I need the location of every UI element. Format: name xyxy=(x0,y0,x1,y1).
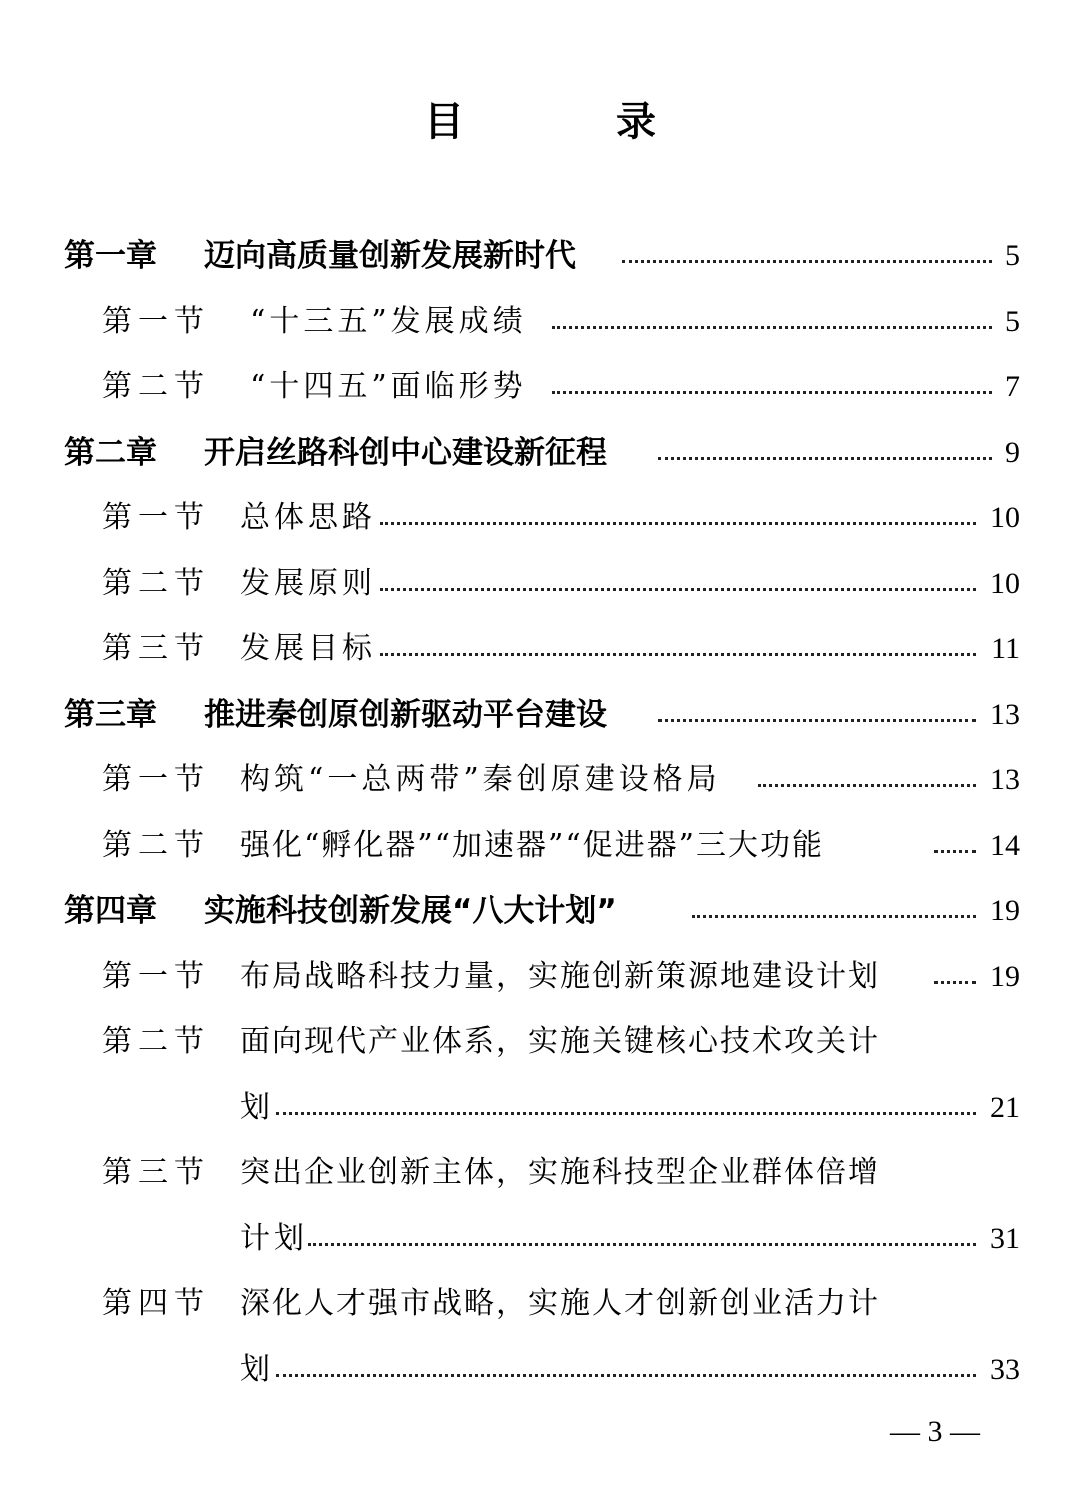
section-label: 第一节 xyxy=(102,762,210,797)
section-title: 布局战略科技力量，实施创新策源地建设计划 xyxy=(240,959,880,994)
dot-leader xyxy=(692,915,976,918)
page-title: 目 录 xyxy=(424,99,712,145)
toc-section-continuation[interactable] xyxy=(0,1340,1080,1406)
dot-leader xyxy=(276,1374,976,1377)
page-ref: 10 xyxy=(990,501,1020,534)
section-title: “十四五”面临形势 xyxy=(250,369,527,404)
section-title: 总体思路 xyxy=(240,500,376,535)
page-ref: 19 xyxy=(990,960,1020,993)
section-label: 第二节 xyxy=(102,369,210,404)
section-title-continuation: 计划 xyxy=(240,1221,308,1256)
section-label: 第一节 xyxy=(102,959,210,994)
toc-section[interactable] xyxy=(0,1274,1080,1340)
page-ref: 31 xyxy=(990,1222,1020,1255)
toc-section[interactable] xyxy=(0,619,1080,685)
section-title: 发展原则 xyxy=(240,566,376,601)
toc-section-continuation[interactable] xyxy=(0,1078,1080,1144)
section-label: 第一节 xyxy=(102,304,210,339)
section-label: 第三节 xyxy=(102,1155,210,1190)
section-title-continuation: 划 xyxy=(240,1352,274,1387)
page-ref: 11 xyxy=(991,632,1020,665)
chapter-label: 第四章 xyxy=(64,893,157,929)
section-title-continuation: 划 xyxy=(240,1090,274,1125)
page-number: — 3 — xyxy=(890,1415,980,1448)
dot-leader xyxy=(758,784,976,787)
dot-leader xyxy=(552,326,992,329)
section-title: 强化“孵化器”“加速器”“促进器”三大功能 xyxy=(240,828,825,863)
section-label: 第二节 xyxy=(102,1024,210,1059)
chapter-label: 第一章 xyxy=(64,238,157,274)
toc-section[interactable] xyxy=(0,488,1080,554)
page-ref: 33 xyxy=(990,1353,1020,1386)
toc-section[interactable] xyxy=(0,292,1080,358)
dot-leader xyxy=(380,653,976,656)
chapter-title: 实施科技创新发展“八大计划” xyxy=(204,893,617,929)
toc-section[interactable] xyxy=(0,750,1080,816)
dot-leader xyxy=(934,850,976,853)
chapter-title: 推进秦创原创新驱动平台建设 xyxy=(204,697,607,733)
dot-leader xyxy=(276,1112,976,1115)
toc-chapter-2[interactable] xyxy=(0,423,1080,489)
toc-chapter-4[interactable] xyxy=(0,881,1080,947)
page-ref: 13 xyxy=(990,698,1020,731)
page-ref: 7 xyxy=(1005,370,1020,403)
section-title: 突出企业创新主体，实施科技型企业群体倍增 xyxy=(240,1155,880,1190)
section-label: 第一节 xyxy=(102,500,210,535)
dot-leader xyxy=(308,1243,976,1246)
chapter-label: 第二章 xyxy=(64,435,157,471)
page-ref: 13 xyxy=(990,763,1020,796)
page-ref: 9 xyxy=(1005,436,1020,469)
toc-section-continuation[interactable] xyxy=(0,1209,1080,1275)
chapter-label: 第三章 xyxy=(64,697,157,733)
toc-section[interactable] xyxy=(0,1143,1080,1209)
dot-leader xyxy=(934,981,976,984)
section-title: 深化人才强市战略，实施人才创新创业活力计 xyxy=(240,1286,880,1321)
page-ref: 14 xyxy=(990,829,1020,862)
toc-section[interactable] xyxy=(0,816,1080,882)
dot-leader xyxy=(380,588,976,591)
page-ref: 5 xyxy=(1005,239,1020,272)
section-label: 第二节 xyxy=(102,566,210,601)
page-ref: 19 xyxy=(990,894,1020,927)
toc-chapter-1[interactable] xyxy=(0,226,1080,292)
dot-leader xyxy=(380,522,976,525)
page-ref: 5 xyxy=(1005,305,1020,338)
dot-leader xyxy=(622,260,992,263)
dot-leader xyxy=(658,719,976,722)
page-ref: 21 xyxy=(990,1091,1020,1124)
section-title: 发展目标 xyxy=(240,631,376,666)
section-label: 第二节 xyxy=(102,828,210,863)
toc-chapter-3[interactable] xyxy=(0,685,1080,751)
section-title: 构筑“一总两带”秦创原建设格局 xyxy=(240,762,721,797)
dot-leader xyxy=(658,457,992,460)
section-label: 第四节 xyxy=(102,1286,210,1321)
dot-leader xyxy=(552,391,992,394)
toc-section[interactable] xyxy=(0,357,1080,423)
page-ref: 10 xyxy=(990,567,1020,600)
toc-section[interactable] xyxy=(0,947,1080,1013)
section-title: 面向现代产业体系，实施关键核心技术攻关计 xyxy=(240,1024,880,1059)
toc-section[interactable] xyxy=(0,1012,1080,1078)
chapter-title: 开启丝路科创中心建设新征程 xyxy=(204,435,607,471)
chapter-title: 迈向高质量创新发展新时代 xyxy=(204,238,576,274)
section-title: “十三五”发展成绩 xyxy=(250,304,527,339)
toc-section[interactable] xyxy=(0,554,1080,620)
section-label: 第三节 xyxy=(102,631,210,666)
